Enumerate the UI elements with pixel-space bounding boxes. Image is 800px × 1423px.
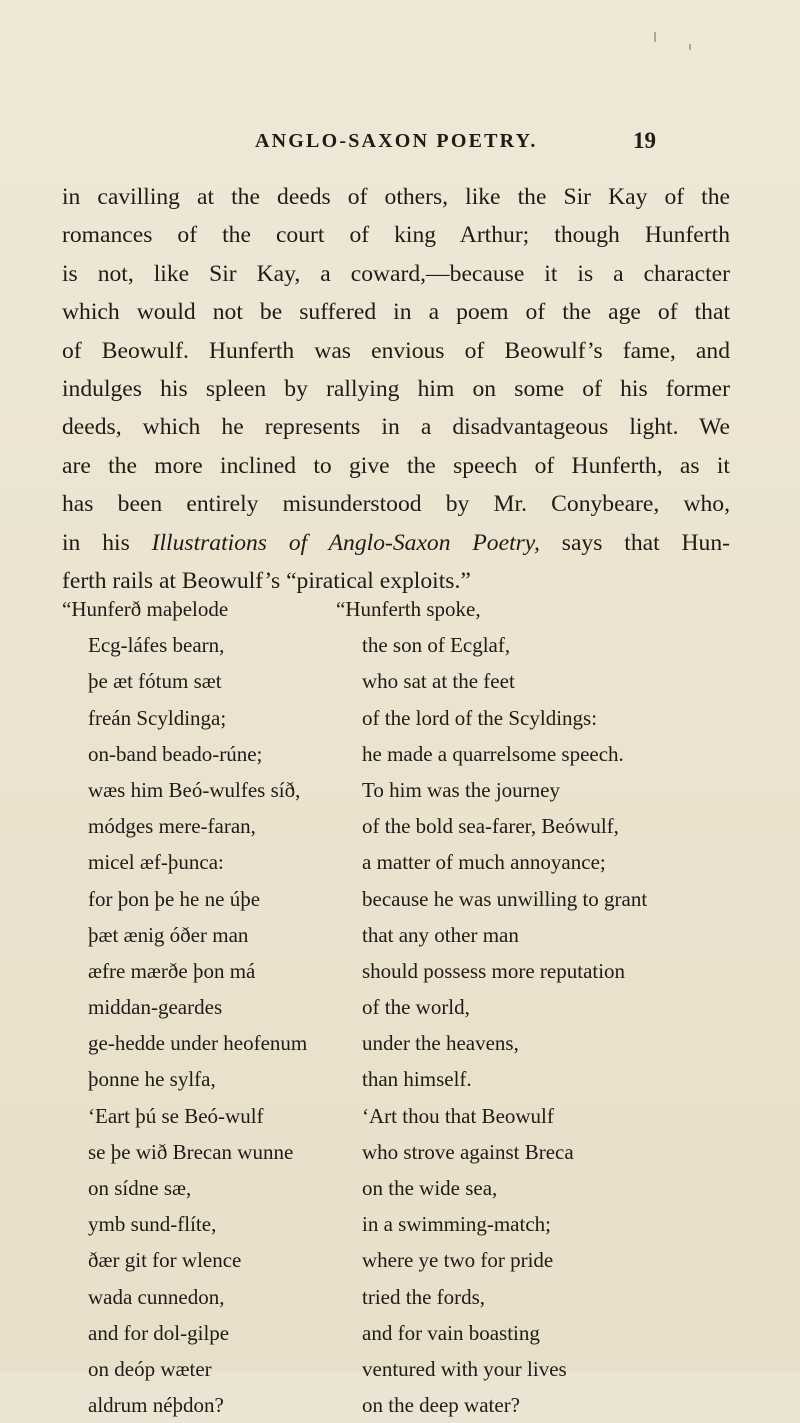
verse-line: wada cunnedon, [88, 1284, 225, 1309]
verse-line: Ecg-láfes bearn, [88, 633, 225, 658]
verse-translation-column [336, 591, 762, 1423]
verse-line: ‘Eart þú se Beó-wulf [88, 1103, 264, 1128]
verse-line: módges mere-faran, [88, 814, 256, 839]
verse-line: who strove against Breca [362, 1139, 574, 1164]
verse-line: ge-hedde under heofenum [88, 1031, 308, 1056]
prose-line: romances of the court of king Arthur; though Hunferth [62, 222, 730, 249]
verse-original-column [62, 591, 378, 1423]
prose-line: are the more inclined to give the speech of Hunferth, as it [62, 452, 730, 479]
prose-line: is not, like Sir Kay, a coward,—because it is a character [62, 260, 730, 287]
prose-line: indulges his spleen by rallying him on some of his former [62, 375, 730, 402]
verse-line: ymb sund-flíte, [88, 1212, 217, 1237]
verse-line: on the deep water? [362, 1393, 521, 1418]
verse-line: who sat at the feet [362, 669, 515, 694]
prose-line: deeds, which he represents in a disadvantageous light. We [62, 414, 730, 441]
book-title-italic: Illustrations of Anglo-Saxon Poetry, [151, 529, 540, 556]
verse-line: tried the fords, [362, 1284, 486, 1309]
verse-line: on-band beado-rúne; [88, 741, 263, 766]
verse-line: of the bold sea-farer, Beówulf, [362, 814, 619, 839]
verse-line: middan-geardes [88, 995, 223, 1020]
verse-line: he made a quarrelsome speech. [362, 741, 624, 766]
verse-line: where ye two for pride [362, 1248, 554, 1273]
verse-line: the son of Ecglaf, [362, 633, 511, 658]
prose-line: in cavilling at the deeds of others, like the Sir Kay of the [62, 184, 730, 210]
verse-line: that any other man [362, 922, 519, 947]
verse-line: of the lord of the Scyldings: [362, 705, 598, 730]
verse-line: þonne he sylfa, [88, 1067, 216, 1092]
verse-line: æfre mærðe þon má [88, 958, 256, 983]
verse-line: under the heavens, [362, 1031, 519, 1056]
verse-line: “Hunferth spoke, [336, 597, 481, 621]
verse-line: ventured with your lives [362, 1356, 567, 1381]
prose-line: which would not be suffered in a poem of the age of that [62, 299, 730, 326]
verse-line: ‘Art thou that Beowulf [362, 1103, 554, 1128]
verse-line: a matter of much annoyance; [362, 850, 606, 875]
page-header [0, 130, 800, 170]
verse-line: ðær git for wlence [88, 1248, 242, 1273]
verse-line: on deóp wæter [88, 1356, 212, 1381]
verse-line: “Hunferð maþelode [62, 597, 229, 621]
prose-paragraph [62, 178, 730, 600]
verse-line: should possess more reputation [362, 958, 626, 983]
page-number: 19 [633, 128, 656, 153]
verse-line: wæs him Beó-wulfes síð, [88, 777, 301, 802]
verse-line: because he was unwilling to grant [362, 886, 648, 911]
verse-line: and for dol-gilpe [88, 1320, 230, 1345]
ink-mark [654, 32, 656, 42]
verse-line: on sídne sæ, [88, 1176, 192, 1200]
verse-line: se þe wið Brecan wunne [88, 1139, 294, 1164]
prose-line: of Beowulf. Hunferth was envious of Beowulf’s fame, and [62, 337, 730, 364]
verse-line: freán Scyldinga; [88, 705, 227, 730]
verse-line: for þon þe he ne úþe [88, 886, 261, 911]
verse-line: and for vain boasting [362, 1320, 540, 1345]
ink-mark [689, 44, 691, 50]
verse-line: þæt ænig óðer man [88, 922, 249, 947]
verse-line: in a swimming-match; [362, 1212, 551, 1237]
prose-line-with-italic-title: in his Illustrations of Anglo-Saxon Poetry, says that Hun- [62, 529, 730, 556]
prose-line: has been entirely misunderstood by Mr. Conybeare, who, [62, 491, 730, 518]
verse-line: of the world, [362, 995, 470, 1020]
prose-line: ferth rails at Beowulf’s “piratical exploits.” [62, 567, 471, 594]
verse-line: than himself. [362, 1067, 472, 1092]
running-title: ANGLO-SAXON POETRY. [255, 130, 538, 152]
verse-line: aldrum néþdon? [88, 1393, 224, 1418]
verse-line: To him was the journey [362, 777, 560, 802]
verse-line: on the wide sea, [362, 1176, 498, 1200]
verse-line: þe æt fótum sæt [88, 669, 222, 694]
verse-line: micel æf-þunca: [88, 850, 224, 875]
